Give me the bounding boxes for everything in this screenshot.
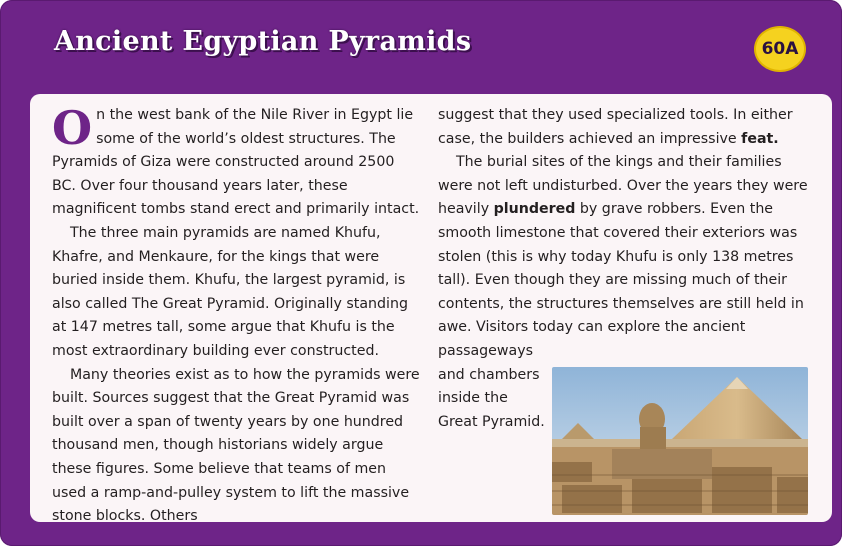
right-column (438, 104, 816, 434)
left-column (52, 101, 422, 529)
paragraph-main-pyramids: The three main pyramids are named Khufu, Khafre, and Menkaure, for the kings that were buried inside them. Khufu, the largest pyramid, is also called The Great Pyramid. Originally standing at 147 metres tall, some argue that Khufu is the most extraordinary building ever constructed. (52, 224, 408, 359)
card-number-badge: 60A (754, 26, 806, 72)
text-panel (30, 94, 832, 525)
paragraph-burial-sites: The burial sites of the kings and their families were not left undisturbed. Over the years they were heavily plundered by grave robbers. Even the smooth limestone that covered their exteriors was stolen (this is why today Khufu is only 138 metres tall). Even though they are missing much of their contents, the structures themselves are still held in awe. Visitors today can explore the ancient passageways (438, 154, 808, 359)
vocab-plundered: plundered (493, 201, 576, 218)
caption-line-3: Great Pyramid. (438, 413, 545, 430)
caption-line-2: inside the (438, 390, 508, 407)
photo-area (438, 364, 816, 435)
paragraph-tools: suggest that they used specialized tools. In either case, the builders achieved an impressive feat. (438, 107, 793, 147)
paragraph-construction-theories: Many theories exist as to how the pyramids were built. Sources suggest that the Great Pyramid was built over a span of twenty years by one hundred thousand men, though historians widely argue these figures. Some believe that teams of men used a ramp-and-pulley system to lift the massive stone blocks. Others (52, 366, 420, 525)
vocab-feat: feat. (741, 130, 779, 147)
drop-cap-letter: O (52, 101, 93, 155)
paragraph-intro (52, 101, 422, 222)
sphinx-pyramid-photo (552, 367, 808, 515)
paragraph-intro-text: n the west bank of the Nile River in Egypt lie some of the world’s oldest structures. The Pyramids of Giza were constructed around 2500 BC. Over four thousand years later, these magnificent tombs stand erect and primarily intact. (52, 107, 420, 218)
caption-line-1: and chambers (438, 366, 540, 383)
sphinx-pyramid-illustration (552, 367, 808, 515)
page-title: Ancient Egyptian Pyramids (54, 26, 472, 57)
